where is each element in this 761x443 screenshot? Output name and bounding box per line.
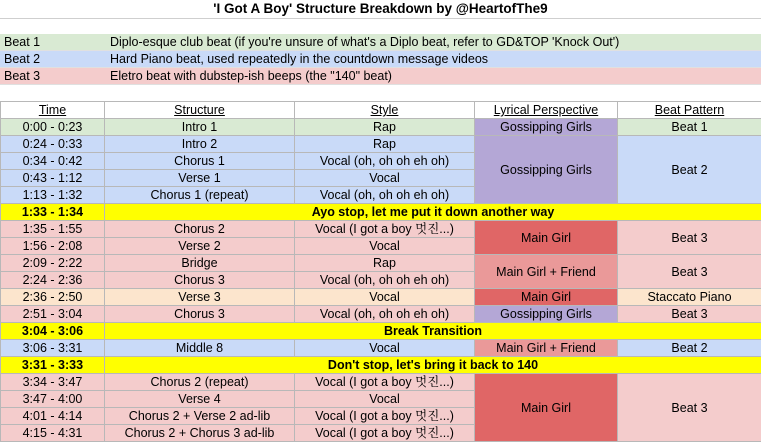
- beat-legend: [0, 34, 761, 85]
- cell-style[interactable]: Vocal (I got a boy 멋진...): [295, 425, 475, 442]
- cell-time[interactable]: 2:24 - 2:36: [1, 272, 105, 289]
- cell-structure[interactable]: Intro 1: [105, 119, 295, 136]
- cell-style[interactable]: Rap: [295, 136, 475, 153]
- cell-beat[interactable]: Beat 3: [618, 374, 761, 442]
- header-structure[interactable]: Structure: [105, 102, 295, 119]
- cell-lyrical[interactable]: Main Girl + Friend: [475, 255, 618, 289]
- transition-banner[interactable]: Break Transition: [105, 323, 761, 340]
- legend-row-beat-2: [0, 51, 761, 68]
- legend-description[interactable]: Hard Piano beat, used repeatedly in the countdown message videos: [108, 51, 761, 68]
- transition-banner-row: [1, 323, 761, 340]
- cell-time[interactable]: 0:24 - 0:33: [1, 136, 105, 153]
- cell-structure[interactable]: Chorus 2: [105, 221, 295, 238]
- cell-style[interactable]: Rap: [295, 255, 475, 272]
- cell-lyrical[interactable]: Main Girl: [475, 374, 618, 442]
- cell-structure[interactable]: Verse 2: [105, 238, 295, 255]
- cell-time[interactable]: 0:00 - 0:23: [1, 119, 105, 136]
- transition-banner[interactable]: Don't stop, let's bring it back to 140: [105, 357, 761, 374]
- cell-beat[interactable]: Staccato Piano: [618, 289, 761, 306]
- cell-time[interactable]: 2:09 - 2:22: [1, 255, 105, 272]
- cell-time[interactable]: 3:31 - 3:33: [1, 357, 105, 374]
- table-row: [1, 374, 761, 391]
- cell-structure[interactable]: Verse 1: [105, 170, 295, 187]
- cell-style[interactable]: Vocal (oh, oh oh eh oh): [295, 272, 475, 289]
- legend-description[interactable]: Diplo-esque club beat (if you're unsure of what's a Diplo beat, refer to GD&TOP 'Knock Out'): [108, 34, 761, 51]
- structure-table: [0, 101, 761, 442]
- cell-time[interactable]: 1:56 - 2:08: [1, 238, 105, 255]
- table-row: [1, 119, 761, 136]
- legend-label[interactable]: Beat 2: [0, 51, 108, 68]
- cell-time[interactable]: 1:33 - 1:34: [1, 204, 105, 221]
- cell-style[interactable]: Vocal: [295, 170, 475, 187]
- transition-banner[interactable]: Ayo stop, let me put it down another way: [105, 204, 761, 221]
- cell-structure[interactable]: Chorus 3: [105, 306, 295, 323]
- cell-lyrical[interactable]: Gossipping Girls: [475, 119, 618, 136]
- table-row: [1, 221, 761, 238]
- cell-time[interactable]: 2:51 - 3:04: [1, 306, 105, 323]
- cell-beat[interactable]: Beat 3: [618, 255, 761, 289]
- legend-row-beat-1: [0, 34, 761, 51]
- legend-label[interactable]: Beat 1: [0, 34, 108, 51]
- cell-time[interactable]: 4:15 - 4:31: [1, 425, 105, 442]
- cell-time[interactable]: 3:04 - 3:06: [1, 323, 105, 340]
- cell-beat[interactable]: Beat 3: [618, 221, 761, 255]
- cell-time[interactable]: 3:06 - 3:31: [1, 340, 105, 357]
- cell-beat[interactable]: Beat 2: [618, 136, 761, 204]
- cell-structure[interactable]: Chorus 1 (repeat): [105, 187, 295, 204]
- transition-banner-row: [1, 204, 761, 221]
- table-row: [1, 255, 761, 272]
- cell-beat[interactable]: Beat 3: [618, 306, 761, 323]
- cell-structure[interactable]: Chorus 3: [105, 272, 295, 289]
- cell-structure[interactable]: Chorus 2 + Chorus 3 ad-lib: [105, 425, 295, 442]
- cell-style[interactable]: Vocal: [295, 238, 475, 255]
- cell-lyrical[interactable]: Main Girl: [475, 289, 618, 306]
- cell-structure[interactable]: Verse 4: [105, 391, 295, 408]
- table-row: [1, 136, 761, 153]
- cell-style[interactable]: Rap: [295, 119, 475, 136]
- table-row: [1, 306, 761, 323]
- cell-time[interactable]: 4:01 - 4:14: [1, 408, 105, 425]
- cell-structure[interactable]: Chorus 2 + Verse 2 ad-lib: [105, 408, 295, 425]
- cell-lyrical[interactable]: Gossipping Girls: [475, 306, 618, 323]
- table-row: [1, 340, 761, 357]
- cell-time[interactable]: 1:35 - 1:55: [1, 221, 105, 238]
- cell-structure[interactable]: Intro 2: [105, 136, 295, 153]
- legend-description[interactable]: Eletro beat with dubstep-ish beeps (the "140" beat): [108, 68, 761, 85]
- cell-time[interactable]: 0:34 - 0:42: [1, 153, 105, 170]
- cell-structure[interactable]: Bridge: [105, 255, 295, 272]
- legend-label[interactable]: Beat 3: [0, 68, 108, 85]
- header-lyrical[interactable]: Lyrical Perspective: [475, 102, 618, 119]
- cell-structure[interactable]: Chorus 1: [105, 153, 295, 170]
- cell-beat[interactable]: Beat 2: [618, 340, 761, 357]
- sheet-title: 'I Got A Boy' Structure Breakdown by @HeartofThe9: [0, 0, 761, 19]
- cell-time[interactable]: 2:36 - 2:50: [1, 289, 105, 306]
- cell-time[interactable]: 1:13 - 1:32: [1, 187, 105, 204]
- cell-style[interactable]: Vocal: [295, 391, 475, 408]
- table-row: [1, 289, 761, 306]
- cell-style[interactable]: Vocal (oh, oh oh eh oh): [295, 153, 475, 170]
- cell-style[interactable]: Vocal: [295, 289, 475, 306]
- header-beat[interactable]: Beat Pattern: [618, 102, 761, 119]
- transition-banner-row: [1, 357, 761, 374]
- cell-time[interactable]: 3:34 - 3:47: [1, 374, 105, 391]
- legend-row-beat-3: [0, 68, 761, 85]
- header-style[interactable]: Style: [295, 102, 475, 119]
- cell-time[interactable]: 0:43 - 1:12: [1, 170, 105, 187]
- header-time[interactable]: Time: [1, 102, 105, 119]
- cell-lyrical[interactable]: Main Girl + Friend: [475, 340, 618, 357]
- cell-time[interactable]: 3:47 - 4:00: [1, 391, 105, 408]
- cell-lyrical[interactable]: Main Girl: [475, 221, 618, 255]
- cell-beat[interactable]: Beat 1: [618, 119, 761, 136]
- cell-style[interactable]: Vocal: [295, 340, 475, 357]
- cell-structure[interactable]: Chorus 2 (repeat): [105, 374, 295, 391]
- cell-style[interactable]: Vocal (I got a boy 멋진...): [295, 374, 475, 391]
- table-header-row: [1, 102, 761, 119]
- cell-style[interactable]: Vocal (I got a boy 멋진...): [295, 408, 475, 425]
- cell-structure[interactable]: Middle 8: [105, 340, 295, 357]
- cell-style[interactable]: Vocal (oh, oh oh eh oh): [295, 306, 475, 323]
- cell-style[interactable]: Vocal (I got a boy 멋진...): [295, 221, 475, 238]
- cell-style[interactable]: Vocal (oh, oh oh eh oh): [295, 187, 475, 204]
- cell-structure[interactable]: Verse 3: [105, 289, 295, 306]
- cell-lyrical[interactable]: Gossipping Girls: [475, 136, 618, 204]
